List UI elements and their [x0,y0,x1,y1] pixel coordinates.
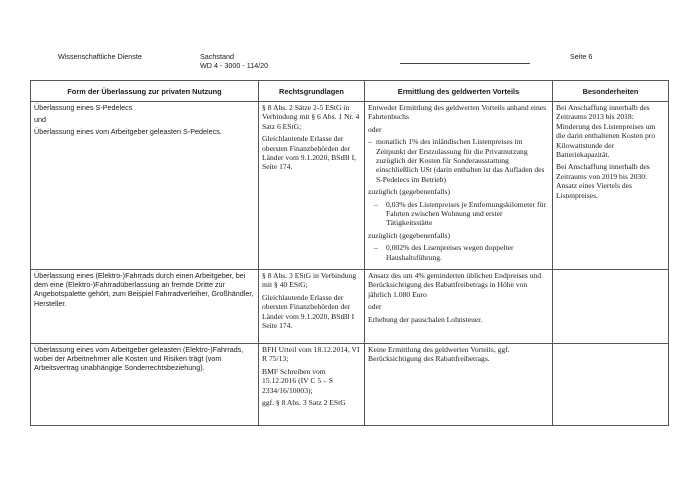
special-text: Bei Anschaffung innerhalb des Zeitraums von 2019 bis 2030: Ansatz eines Viertels des Listenpreises. [556,162,650,200]
valuation-list-item: – monatlich 1% des inländischen Listenpreises im Zeitpunkt der Erstzulassung für die Privatnutzung zuzüglich der Kosten für Sonderausstattung einschließlich USt (darin enthalten ist das Aufladen des S-Pedelecs im Betrieb) [368,137,549,184]
basis-text: Gleichlautende Erlasse der obersten Finanzbehörden der Länder vom 9.1.2020, BStBl I, Seite 174. [262,134,357,172]
document-meta [200,52,268,70]
form-text: Überlassung eines vom Arbeitgeber geleasten (Elektro-)Fahrrads, wobei der Arbeitnehmer alle Kosten und Risiken trägt (vom Arbeitsvertrag unabhängige Sonderrechtsbeziehung). [34,345,244,373]
form-cell [31,270,259,344]
form-text: Überlassung eines vom Arbeitgeber geleasten S-Pedelecs. [34,127,222,137]
form-cell [31,344,259,426]
basis-text: BMF Schreiben vom 15.12.2016 (IV C 5 – S 2334/16/10003); [262,366,333,395]
basis-text: § 8 Abs. 2 Sätze 2-5 EStG in Verbindung mit § 6 Abs. 1 Nr. 4 Satz 6 EStG; [262,103,360,131]
table-row [31,102,669,270]
basis-cell [259,344,365,426]
valuation-text: zuzüglich (gegebenenfalls) [368,230,451,240]
table-row [31,270,669,344]
valuation-cell [365,270,553,344]
special-cell [553,102,669,270]
valuation-list-item: – 0,03% des Listenpreises je Entfernungskilometer für Fahrten zwischen Wohnung und erster Tätigkeitsstätte [368,200,549,228]
basis-cell [259,102,365,270]
institution-name: Wissenschaftliche Dienste [58,52,142,61]
column-header-basis: Rechtsgrundlagen [259,81,365,102]
valuation-text: Entweder Ermittlung des geldwerten Vorteils anhand eines Fahrtenbuchs [368,103,547,122]
column-header-form: Form der Überlassung zur privaten Nutzung [31,81,259,102]
valuation-text: oder [368,302,382,312]
special-cell [553,344,669,426]
form-text: Überlassung eines (Elektro-)Fahrrads durch einen Arbeitgeber, bei dem eine (Elektro-)Fahrradüberlassung an fremde Dritte zur Angebotspalette gehört, zum Beispiel Fahrradverleiher, Großhändler, Hersteller. [34,271,254,308]
valuation-list-item: – 0,002% des Lisenpreises wegen doppelter Haushaltsführung. [368,243,549,262]
form-cell [31,102,259,270]
form-text: und [34,115,46,125]
form-text: Überlassung eines S-Pedelecs [34,103,133,112]
valuation-cell [365,102,553,270]
table-row [31,344,669,426]
comparison-table [30,80,669,426]
basis-text: ggf. § 8 Abs. 3 Satz 2 EStG [262,398,346,408]
valuation-text: oder [368,124,382,134]
valuation-text: Ansatz des um 4% geminderten üblichen Endpreises und Berücksichtigung des Rabattfreibetrags in Höhe von jährlich 1.080 Euro [368,271,542,299]
valuation-text: zuzüglich (gegebenenfalls) [368,187,451,197]
basis-cell [259,270,365,344]
page-number: Seite 6 [570,52,593,61]
special-cell [553,270,669,344]
valuation-text: Keine Ermittlung des geldwerten Vorteils, ggf. Berücksichtigung des Rabattfreibetrags. [368,345,510,364]
basis-text: BFH Urteil vom 18.12.2014, VI R 75/13; [262,345,360,364]
header-rule [400,63,530,64]
table-header-row [31,81,669,102]
column-header-special: Besonderheiten [553,81,669,102]
valuation-text: Erhebung der pauschalen Lohnsteuer. [368,314,483,324]
basis-text: Gleichlautende Erlasse der obersten Finanzbehörden der Länder vom 9.1.2020, BStBl I Seite 174. [262,292,355,331]
valuation-cell [365,344,553,426]
basis-text: § 8 Abs. 3 EStG in Verbindung mit § 40 EStG; [262,271,357,290]
column-header-valuation: Ermittlung des geldwerten Vorteils [365,81,553,102]
document-reference: WD 4 - 3000 - 114/20 [200,61,269,70]
document-type: Sachstand [200,52,234,61]
special-text: Bei Anschaffung innerhalb des Zeitraums 2013 bis 2018: Minderung des Listenpreises um die darin enthaltenen Kosten pro Kilowattstunde der Batteriekapazität. [556,103,656,160]
